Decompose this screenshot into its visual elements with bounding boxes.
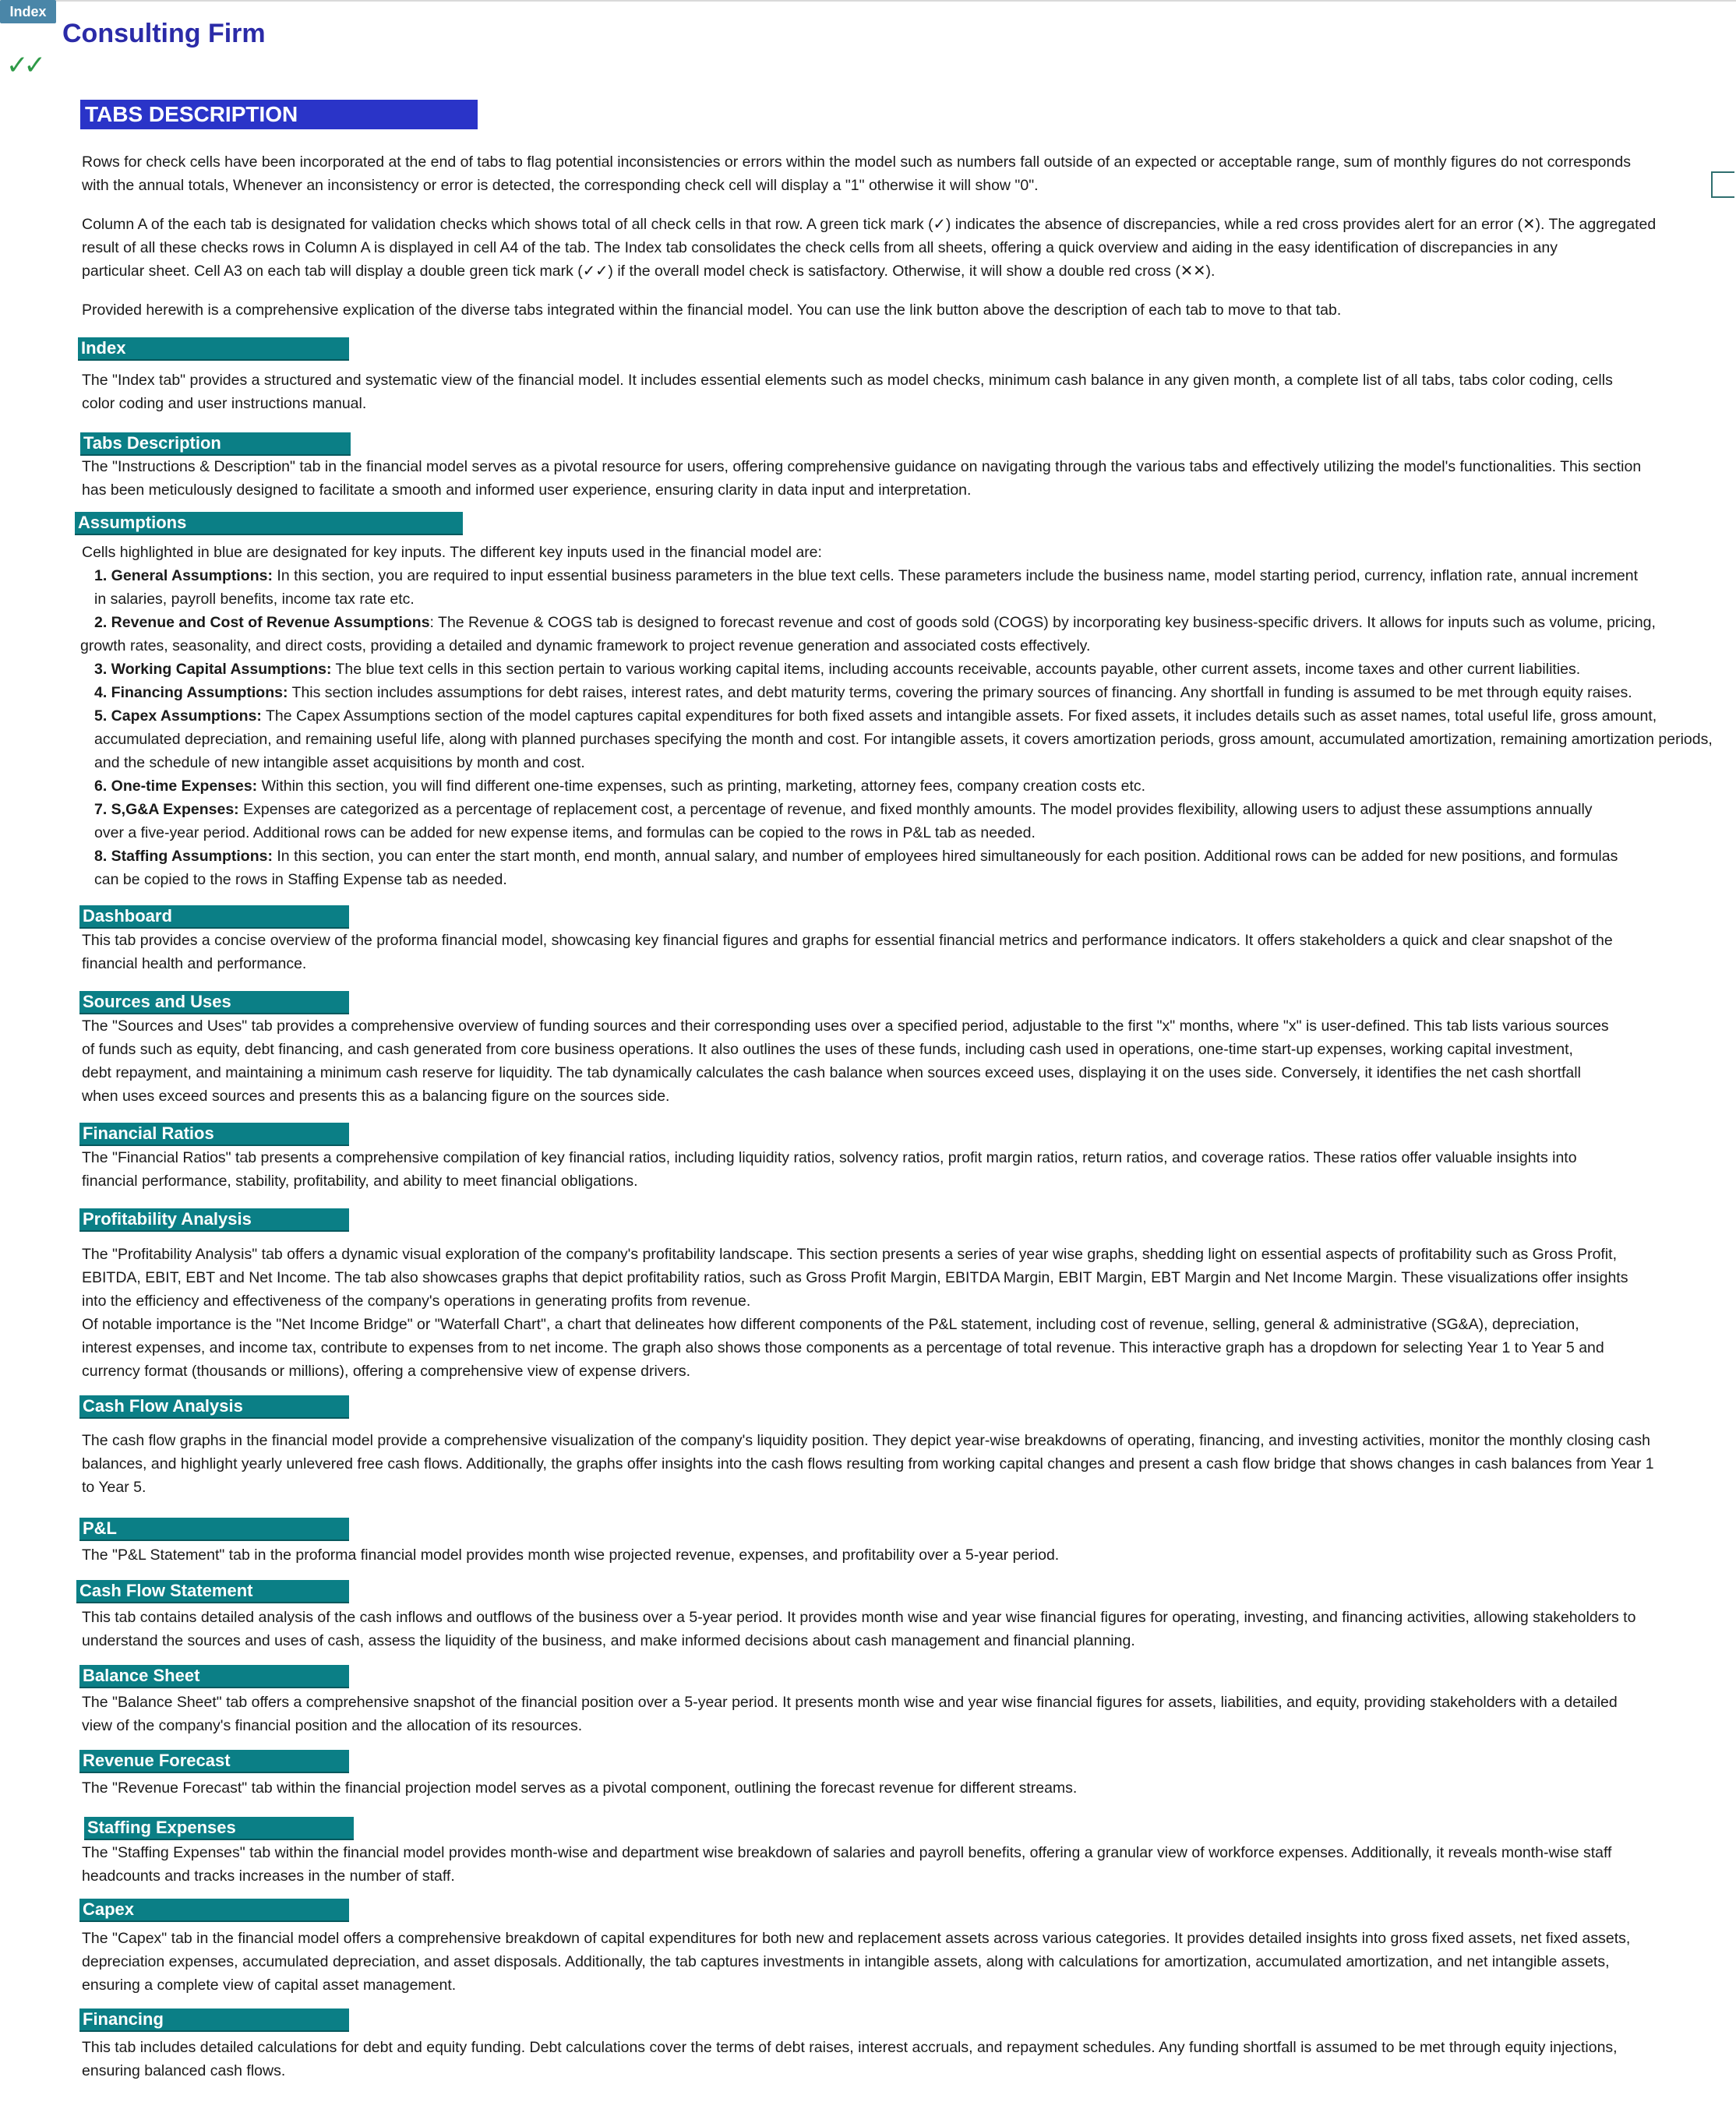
cash-flow-statement-description bbox=[82, 1606, 1718, 1652]
sources-uses-description bbox=[82, 1014, 1718, 1108]
text-line: when uses exceed sources and presents this as a balancing figure on the sources side. bbox=[82, 1088, 670, 1105]
text-line: This tab contains detailed analysis of the cash inflows and outflows of the business over a 5-year period. It provides month wise and year wise financial figures for operating, investing, and financing activities, allowing stakeholders to bbox=[82, 1609, 1636, 1626]
tab-link-financing[interactable]: Financing bbox=[79, 2008, 349, 2032]
text-line: view of the company's financial position and the allocation of its resources. bbox=[82, 1717, 583, 1734]
assumption-text: This section includes assumptions for debt raises, interest rates, and debt maturity terms, covering the primary sources of financing. Any shortfall in funding is assumed to be met through equity raises. bbox=[288, 684, 1632, 701]
intro-paragraph-3 bbox=[82, 298, 1718, 322]
balance-sheet-description bbox=[82, 1691, 1718, 1737]
text-line: particular sheet. Cell A3 on each tab will display a double green tick mark (✓✓) if the overall model check is satisfactory. Otherwise, it will show a double red cross (✕✕). bbox=[82, 263, 1216, 280]
tab-link-capex[interactable]: Capex bbox=[79, 1899, 349, 1922]
text-line: depreciation expenses, accumulated depreciation, and asset disposals. Additionally, the tab captures investments in intangible assets, along with calculations for amortization, accumulated amortization, and net intangible assets, bbox=[82, 1953, 1610, 1970]
intro-paragraph-2 bbox=[82, 213, 1718, 283]
assumption-title: 1. General Assumptions: bbox=[94, 567, 273, 584]
assumption-item bbox=[82, 611, 1718, 634]
assumption-text: : The Revenue & COGS tab is designed to forecast revenue and cost of goods sold (COGS) by incorporating key business-specific drivers. It allows for inputs such as volume, pricing, bbox=[429, 614, 1656, 631]
text-line: in salaries, payroll benefits, income tax rate etc. bbox=[94, 591, 415, 608]
text-line: The "Profitability Analysis" tab offers a dynamic visual exploration of the company's profitability landscape. This section presents a series of year wise graphs, shedding light on essential aspects of profitability such as Gross Profit, bbox=[82, 1246, 1617, 1263]
text-line: to Year 5. bbox=[82, 1479, 146, 1496]
cash-flow-analysis-description bbox=[82, 1429, 1718, 1499]
text-line: The cash flow graphs in the financial model provide a comprehensive visualization of the company's liquidity position. They depict year-wise breakdowns of operating, financing, and investing activities, monitor the monthly closing cash bbox=[82, 1432, 1650, 1449]
tab-link-profitability-analysis[interactable]: Profitability Analysis bbox=[79, 1208, 349, 1232]
index-description bbox=[82, 369, 1718, 415]
tab-link-index[interactable]: Index bbox=[78, 337, 349, 361]
text-line: The "P&L Statement" tab in the proforma financial model provides month wise projected revenue, expenses, and profitability over a 5-year period. bbox=[82, 1546, 1060, 1564]
assumption-text: In this section, you can enter the start month, end month, annual salary, and number of employees hired simultaneously for each position. Additional rows can be added for new positions, and formulas bbox=[272, 848, 1618, 865]
text-line: EBITDA, EBIT, EBT and Net Income. The tab also showcases graphs that depict profitability ratios, such as Gross Profit Margin, EBITDA Margin, EBIT Margin, EBT Margin and Net Income Margin. These visualizations offer insights bbox=[82, 1269, 1628, 1286]
text-line: Rows for check cells have been incorporated at the end of tabs to flag potential inconsistencies or errors within the model such as numbers fall outside of an expected or acceptable range, sum of monthly figures do not corresponds bbox=[82, 153, 1631, 171]
assumption-text: In this section, you are required to input essential business parameters in the blue text cells. These parameters include the business name, model starting period, currency, inflation rate, annual increment bbox=[273, 567, 1638, 584]
tabs-description-text bbox=[82, 455, 1718, 502]
text-line: into the efficiency and effectiveness of the company's operations in generating profits from revenue. bbox=[82, 1293, 751, 1310]
assumption-item bbox=[82, 704, 1718, 728]
tab-link-pl[interactable]: P&L bbox=[79, 1518, 349, 1541]
tab-link-sources-and-uses[interactable]: Sources and Uses bbox=[79, 991, 349, 1014]
revenue-forecast-description bbox=[82, 1776, 1718, 1800]
text-line: ensuring a complete view of capital asset management. bbox=[82, 1977, 457, 1994]
tab-link-financial-ratios[interactable]: Financial Ratios bbox=[79, 1123, 349, 1146]
staffing-expenses-description bbox=[82, 1841, 1718, 1888]
tabs-description-heading: TABS DESCRIPTION bbox=[80, 100, 478, 129]
assumption-item bbox=[82, 798, 1718, 821]
text-line: result of all these checks rows in Column A is displayed in cell A4 of the tab. The Index tab consolidates the check cells from all sheets, offering a quick overview and aiding in the easy identification of discrepancies in any bbox=[82, 239, 1558, 256]
profitability-description bbox=[82, 1243, 1718, 1383]
assumption-title: 4. Financing Assumptions: bbox=[94, 684, 288, 701]
text-line: interest expenses, and income tax, contribute to expenses from to net income. The graph also shows those components as a percentage of total revenue. This interactive graph has a dropdown for selecting Year 1 to Year 5 and bbox=[82, 1339, 1604, 1356]
text-line: of funds such as equity, debt financing, and cash generated from core business operations. It also outlines the uses of these funds, including cash used in operations, one-time start-up expenses, working capital investment, bbox=[82, 1041, 1573, 1058]
assumptions-description bbox=[82, 541, 1718, 891]
assumption-item bbox=[82, 681, 1718, 704]
capex-description bbox=[82, 1927, 1718, 1997]
model-check-icon: ✓✓ bbox=[6, 50, 41, 81]
assumption-title: 8. Staffing Assumptions: bbox=[94, 848, 273, 865]
text-line: headcounts and tracks increases in the number of staff. bbox=[82, 1867, 455, 1885]
text-line: Cells highlighted in blue are designated for key inputs. The different key inputs used in the financial model are: bbox=[82, 544, 822, 561]
text-line: This tab provides a concise overview of the proforma financial model, showcasing key financial figures and graphs for essential financial metrics and performance indicators. It offers stakeholders a quick and clear snapshot of the bbox=[82, 932, 1613, 949]
text-line: can be copied to the rows in Staffing Expense tab as needed. bbox=[94, 871, 507, 888]
text-line: The "Financial Ratios" tab presents a comprehensive compilation of key financial ratios, including liquidity ratios, solvency ratios, profit margin ratios, return ratios, and coverage ratios. These ratios offer valuable insights into bbox=[82, 1149, 1577, 1166]
tab-link-assumptions[interactable]: Assumptions bbox=[75, 512, 463, 535]
text-line: The "Revenue Forecast" tab within the financial projection model serves as a pivotal component, outlining the forecast revenue for different streams. bbox=[82, 1779, 1078, 1797]
assumption-title: 5. Capex Assumptions: bbox=[94, 707, 262, 725]
text-line: Provided herewith is a comprehensive explication of the diverse tabs integrated within the financial model. You can use the link button above the description of each tab to move to that tab. bbox=[82, 302, 1342, 319]
top-border bbox=[0, 0, 1736, 2]
index-link-button[interactable]: Index bbox=[0, 0, 56, 23]
text-line: The "Instructions & Description" tab in the financial model serves as a pivotal resource for users, offering comprehensive guidance on navigating through the various tabs and effectively utilizing the model's functionalities. This section bbox=[82, 458, 1642, 475]
tab-link-cash-flow-statement[interactable]: Cash Flow Statement bbox=[76, 1580, 349, 1603]
text-line: accumulated depreciation, and remaining useful life, along with planned purchases specifying the month and cost. For intangible assets, it covers amortization periods, gross amount, accumulated amortization, remaining amortization periods, bbox=[94, 731, 1713, 748]
text-line: with the annual totals, Whenever an inconsistency or error is detected, the corresponding check cell will display a "1" otherwise it will show "0". bbox=[82, 177, 1039, 194]
assumption-item bbox=[82, 564, 1718, 587]
text-line: understand the sources and uses of cash, assess the liquidity of the business, and make informed decisions about cash management and financial planning. bbox=[82, 1632, 1135, 1649]
tab-link-tabs-description[interactable]: Tabs Description bbox=[80, 432, 351, 456]
text-line: debt repayment, and maintaining a minimum cash reserve for liquidity. The tab dynamically calculates the cash balance when sources exceed uses, displaying it on the uses side. Conversely, it identifies the net cash shortfall bbox=[82, 1064, 1581, 1081]
text-line: balances, and highlight yearly unlevered free cash flows. Additionally, the graphs offer insights into the cash flows resulting from working capital changes and present a cash flow bridge that shows changes in cash balances from Year 1 bbox=[82, 1455, 1654, 1472]
tab-link-dashboard[interactable]: Dashboard bbox=[79, 905, 349, 929]
tab-link-cash-flow-analysis[interactable]: Cash Flow Analysis bbox=[79, 1395, 349, 1419]
text-line: ensuring balanced cash flows. bbox=[82, 2062, 286, 2079]
assumption-title: 3. Working Capital Assumptions: bbox=[94, 661, 332, 678]
text-line: Of notable importance is the "Net Income Bridge" or "Waterfall Chart", a chart that delineates how different components of the P&L statement, including cost of revenue, selling, general & administrative (SG&A), depreciation, bbox=[82, 1316, 1579, 1333]
text-line: financial performance, stability, profitability, and ability to meet financial obligations. bbox=[82, 1173, 638, 1190]
page-title: Consulting Firm bbox=[62, 19, 266, 48]
text-line: The "Capex" tab in the financial model offers a comprehensive breakdown of capital expenditures for both new and replacement assets across various categories. It provides detailed insights into gross fixed assets, net fixed assets, bbox=[82, 1930, 1631, 1947]
text-line: and the schedule of new intangible asset acquisitions by month and cost. bbox=[94, 754, 585, 771]
intro-paragraph-1 bbox=[82, 150, 1718, 197]
assumption-title: 2. Revenue and Cost of Revenue Assumptions bbox=[94, 614, 430, 631]
tab-link-revenue-forecast[interactable]: Revenue Forecast bbox=[79, 1750, 349, 1773]
financing-description bbox=[82, 2036, 1718, 2083]
assumption-text: The Capex Assumptions section of the model captures capital expenditures for both fixed assets and intangible assets. For fixed assets, it includes details such as asset names, total useful life, gross amount, bbox=[261, 707, 1657, 725]
assumption-text: Within this section, you will find different one-time expenses, such as printing, marketing, attorney fees, company creation costs etc. bbox=[257, 778, 1146, 795]
assumption-text: The blue text cells in this section pertain to various working capital items, including accounts receivable, accounts payable, other current assets, income taxes and other current liabilities. bbox=[331, 661, 1581, 678]
text-line: growth rates, seasonality, and direct costs, providing a detailed and dynamic framework to project revenue generation and associated costs effectively. bbox=[80, 637, 1091, 654]
assumption-title: 6. One-time Expenses: bbox=[94, 778, 258, 795]
text-line: This tab includes detailed calculations for debt and equity funding. Debt calculations cover the terms of debt raises, interest accruals, and repayment schedules. Any funding shortfall is assumed to be met through equity injections, bbox=[82, 2039, 1618, 2056]
text-line: Column A of the each tab is designated for validation checks which shows total of all check cells in that row. A green tick mark (✓) indicates the absence of discrepancies, while a red cross provides alert for an error (✕). The aggregated bbox=[82, 216, 1657, 233]
text-line: The "Staffing Expenses" tab within the financial model provides month-wise and department wise breakdown of salaries and payroll benefits, offering a granular view of workforce expenses. Additionally, it reveals month-wise staff bbox=[82, 1844, 1612, 1861]
assumption-text: Expenses are categorized as a percentage of replacement cost, a percentage of revenue, and fixed monthly amounts. The model provides flexibility, allowing users to adjust these assumptions annually bbox=[238, 801, 1593, 818]
text-line: over a five-year period. Additional rows can be added for new expense items, and formulas can be copied to the rows in P&L tab as needed. bbox=[94, 824, 1036, 841]
text-line: financial health and performance. bbox=[82, 955, 307, 972]
text-line: The "Sources and Uses" tab provides a comprehensive overview of funding sources and their corresponding uses over a specified period, adjustable to the first "x" months, where "x" is user-defined. This tab lists various sources bbox=[82, 1017, 1609, 1035]
text-line: The "Index tab" provides a structured and systematic view of the financial model. It includes essential elements such as model checks, minimum cash balance in any given month, a complete list of all tabs, tabs color coding, cells bbox=[82, 372, 1613, 389]
tab-link-staffing-expenses[interactable]: Staffing Expenses bbox=[84, 1817, 354, 1840]
text-line: has been meticulously designed to facilitate a smooth and informed user experience, ensuring clarity in data input and interpretation. bbox=[82, 481, 972, 499]
text-line: The "Balance Sheet" tab offers a comprehensive snapshot of the financial position over a 5-year period. It presents month wise and year wise financial figures for assets, liabilities, and equity, providing stakeholders with a detailed bbox=[82, 1694, 1618, 1711]
financial-ratios-description bbox=[82, 1146, 1718, 1193]
text-line: currency format (thousands or millions), offering a comprehensive view of expense drivers. bbox=[82, 1363, 691, 1380]
assumption-item bbox=[82, 845, 1718, 868]
assumption-item bbox=[82, 774, 1718, 798]
text-line: color coding and user instructions manual. bbox=[82, 395, 367, 412]
tab-link-balance-sheet[interactable]: Balance Sheet bbox=[79, 1665, 349, 1688]
assumption-item bbox=[82, 658, 1718, 681]
pl-description bbox=[82, 1543, 1718, 1567]
assumption-title: 7. S,G&A Expenses: bbox=[94, 801, 239, 818]
dashboard-description bbox=[82, 929, 1718, 975]
